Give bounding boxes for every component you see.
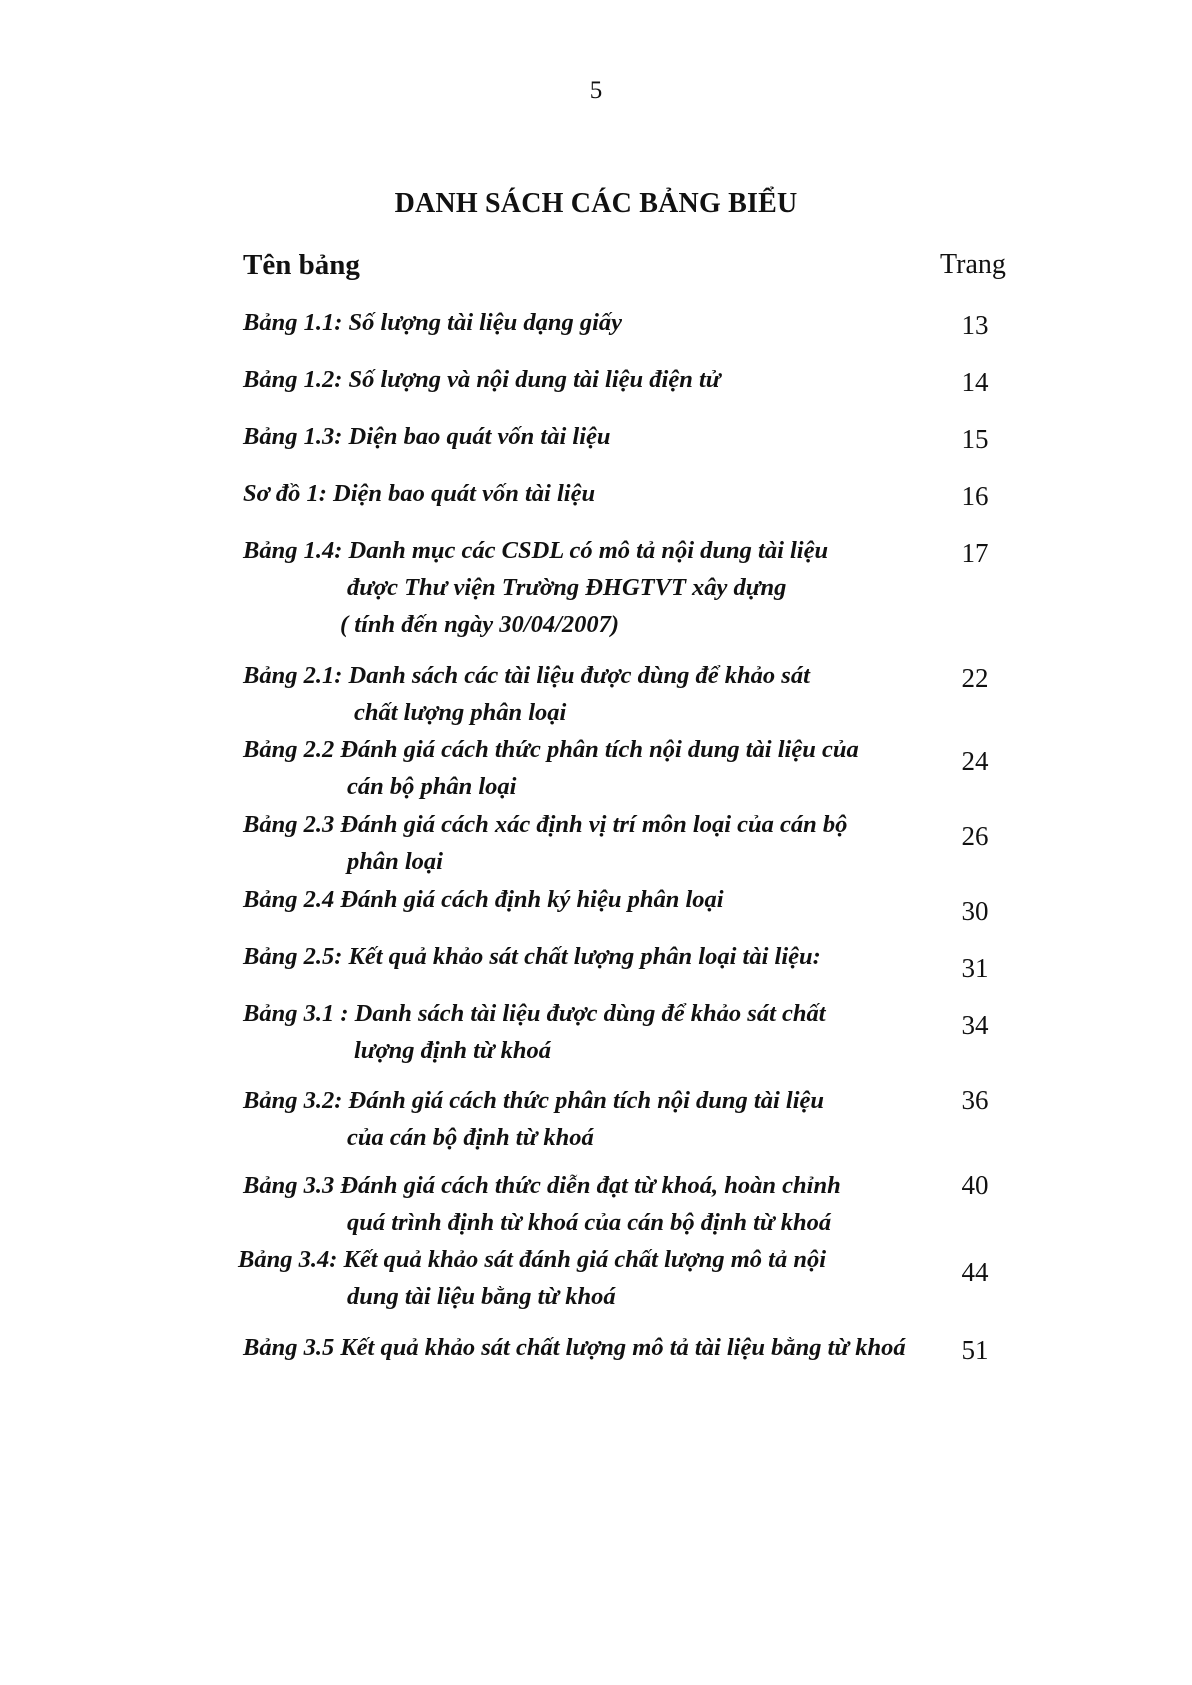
entry-line: phân loại [347, 848, 443, 875]
toc-entry [243, 361, 923, 398]
toc-entry [243, 1329, 923, 1366]
entry-page-number: 16 [961, 481, 989, 511]
entry-line: Bảng 1.4: Danh mục các CSDL có mô tả nội dung tài liệu [243, 537, 829, 564]
toc-entry [243, 475, 923, 512]
toc-entry [243, 532, 923, 643]
entry-line: Bảng 1.1: Số lượng tài liệu dạng giấy [243, 309, 623, 336]
entry-line: được Thư viện Trường ĐHGTVT xây dựng [347, 574, 787, 601]
entry-line: cán bộ phân loại [347, 773, 517, 800]
column-header-table-name: Tên bảng [243, 249, 360, 281]
entry-page-number: 34 [961, 1010, 989, 1040]
toc-entry [243, 938, 923, 975]
toc-entry [243, 418, 923, 455]
entry-line: quá trình định từ khoá của cán bộ định từ khoá [347, 1209, 832, 1236]
entry-line: Bảng 3.3 Đánh giá cách thức diễn đạt từ khoá, hoàn chỉnh [243, 1172, 841, 1199]
entry-line: Bảng 3.5 Kết quả khảo sát chất lượng mô tả tài liệu bằng từ khoá [243, 1334, 906, 1361]
entry-page-number: 14 [961, 367, 989, 397]
entry-page-number: 15 [961, 424, 989, 454]
page-title: DANH SÁCH CÁC BẢNG BIỂU [394, 188, 798, 219]
entry-line: Sơ đồ 1: Diện bao quát vốn tài liệu [243, 480, 596, 507]
toc-entry [243, 731, 923, 805]
entry-page-number: 26 [961, 821, 989, 851]
entry-line: dung tài liệu bằng từ khoá [347, 1283, 616, 1310]
entry-page-number: 22 [961, 663, 989, 693]
entry-line: Bảng 2.3 Đánh giá cách xác định vị trí môn loại của cán bộ [243, 811, 848, 838]
entry-line: Bảng 2.1: Danh sách các tài liệu được dùng để khảo sát [243, 662, 810, 689]
toc-entry [243, 881, 923, 918]
entry-line: Bảng 3.4: Kết quả khảo sát đánh giá chất lượng mô tả nội [238, 1246, 827, 1273]
entry-line: Bảng 3.2: Đánh giá cách thức phân tích nội dung tài liệu [243, 1087, 825, 1114]
toc-entry [243, 995, 923, 1069]
entry-page-number: 40 [961, 1170, 989, 1200]
toc-entry [243, 657, 923, 731]
toc-entry [238, 1241, 918, 1315]
entry-page-number: 31 [961, 953, 989, 983]
entry-page-number: 17 [961, 538, 989, 568]
entry-line: chất lượng phân loại [354, 699, 567, 726]
entry-line: Bảng 1.3: Diện bao quát vốn tài liệu [243, 423, 611, 450]
column-header-page: Trang [940, 249, 1006, 280]
entry-line: Bảng 3.1 : Danh sách tài liệu được dùng để khảo sát chất [243, 1000, 826, 1027]
toc-entry [243, 1082, 923, 1156]
entry-page-number: 30 [961, 896, 989, 926]
entry-line: Bảng 2.4 Đánh giá cách định ký hiệu phân loại [243, 886, 724, 913]
entry-line: Bảng 1.2: Số lượng và nội dung tài liệu điện tử [243, 366, 721, 393]
page-number: 5 [589, 77, 603, 104]
entry-line: ( tính đến ngày 30/04/2007) [340, 611, 620, 638]
entry-page-number: 44 [961, 1257, 989, 1287]
entry-page-number: 36 [961, 1085, 989, 1115]
entry-page-number: 51 [961, 1335, 989, 1365]
toc-entry [243, 304, 923, 341]
entry-page-number: 24 [961, 746, 989, 776]
entry-line: lượng định từ khoá [354, 1037, 552, 1064]
entry-page-number: 13 [961, 310, 989, 340]
toc-entry [243, 1167, 923, 1241]
entry-line: Bảng 2.2 Đánh giá cách thức phân tích nội dung tài liệu của [243, 736, 859, 763]
entry-line: của cán bộ định từ khoá [347, 1124, 594, 1151]
entry-line: Bảng 2.5: Kết quả khảo sát chất lượng phân loại tài liệu: [243, 943, 821, 970]
toc-entry [243, 806, 923, 880]
